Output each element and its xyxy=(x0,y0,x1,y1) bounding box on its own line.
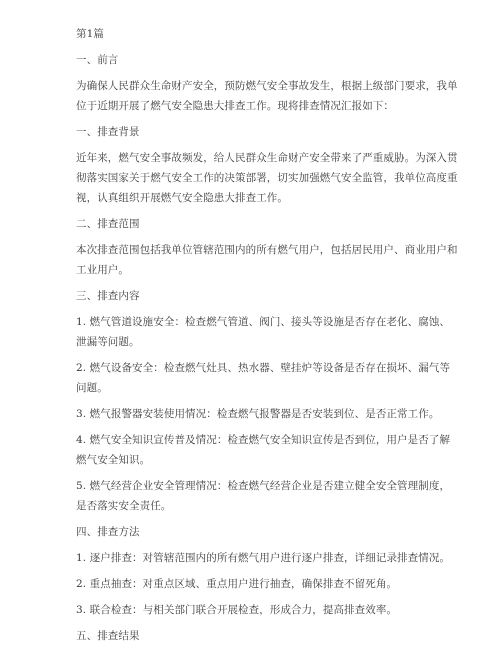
paragraph-line: 本次排查范围包括我单位管辖范围内的所有燃气用户，包括居民用户、商业用户和 xyxy=(76,244,458,256)
paragraph xyxy=(76,551,451,565)
paragraph-line: 3. 联合检查：与相关部门联合开展检查，形成合力，提高排查效率。 xyxy=(76,604,398,616)
paragraph-line: 1. 逐户排查：对管辖范围内的所有燃气用户进行逐户排查，详细记录排查情况。 xyxy=(76,552,451,564)
paragraph xyxy=(76,151,458,205)
paragraph-line: 近年来，燃气安全事故频发，给人民群众生命财产安全带来了严重威胁。为深入贯 xyxy=(76,152,458,164)
paragraph-line: 泄漏等问题。 xyxy=(76,336,140,348)
paragraph-line: 工业用户。 xyxy=(76,264,129,276)
paragraph-line: 位于近期开展了燃气安全隐患大排查工作。现将排查情况汇报如下： xyxy=(76,100,394,112)
section-heading: 二、排查范围 xyxy=(76,218,140,230)
paragraph-line: 彻落实国家关于燃气安全工作的决策部署，切实加强燃气安全监管，我单位高度重 xyxy=(76,172,458,184)
section-heading: 五、排查结果 xyxy=(76,630,140,642)
paragraph xyxy=(76,79,458,113)
paragraph xyxy=(76,361,451,395)
paragraph-line: 5. 燃气经营企业安全管理情况：检查燃气经营企业是否建立健全安全管理制度， xyxy=(76,480,451,492)
paragraph-line: 4. 燃气安全知识宣传普及情况：检查燃气安全知识宣传是否到位，用户是否了解 xyxy=(76,434,451,446)
section-heading: 三、排查内容 xyxy=(76,290,140,302)
paragraph xyxy=(76,407,440,421)
paragraph-line: 视，认真组织开展燃气安全隐患大排查工作。 xyxy=(76,192,288,204)
paragraph xyxy=(76,433,451,467)
paragraph xyxy=(76,243,458,277)
section-heading: 一、前言 xyxy=(76,54,119,66)
document-body xyxy=(76,53,458,643)
document-title: 第1篇 xyxy=(76,28,104,40)
section-heading: 一、排查背景 xyxy=(76,126,140,138)
paragraph-line: 燃气安全知识。 xyxy=(76,454,151,466)
paragraph-line: 3. 燃气报警器安装使用情况：检查燃气报警器是否安装到位、是否正常工作。 xyxy=(76,408,440,420)
paragraph-line: 2. 重点抽查：对重点区域、重点用户进行抽查，确保排查不留死角。 xyxy=(76,578,398,590)
paragraph-line: 为确保人民群众生命财产安全，预防燃气安全事故发生，根据上级部门要求，我单 xyxy=(76,80,458,92)
paragraph xyxy=(76,603,436,617)
paragraph xyxy=(76,479,451,513)
paragraph-line: 1. 燃气管道设施安全：检查燃气管道、阀门、接头等设施是否存在老化、腐蚀、 xyxy=(76,316,451,328)
paragraph-line: 是否落实安全责任。 xyxy=(76,500,172,512)
paragraph xyxy=(76,577,436,591)
paragraph-line: 2. 燃气设备安全：检查燃气灶具、热水器、壁挂炉等设备是否存在损坏、漏气等 xyxy=(76,362,451,374)
paragraph xyxy=(76,315,451,349)
section-heading: 四、排查方法 xyxy=(76,526,140,538)
paragraph-line: 问题。 xyxy=(76,382,108,394)
